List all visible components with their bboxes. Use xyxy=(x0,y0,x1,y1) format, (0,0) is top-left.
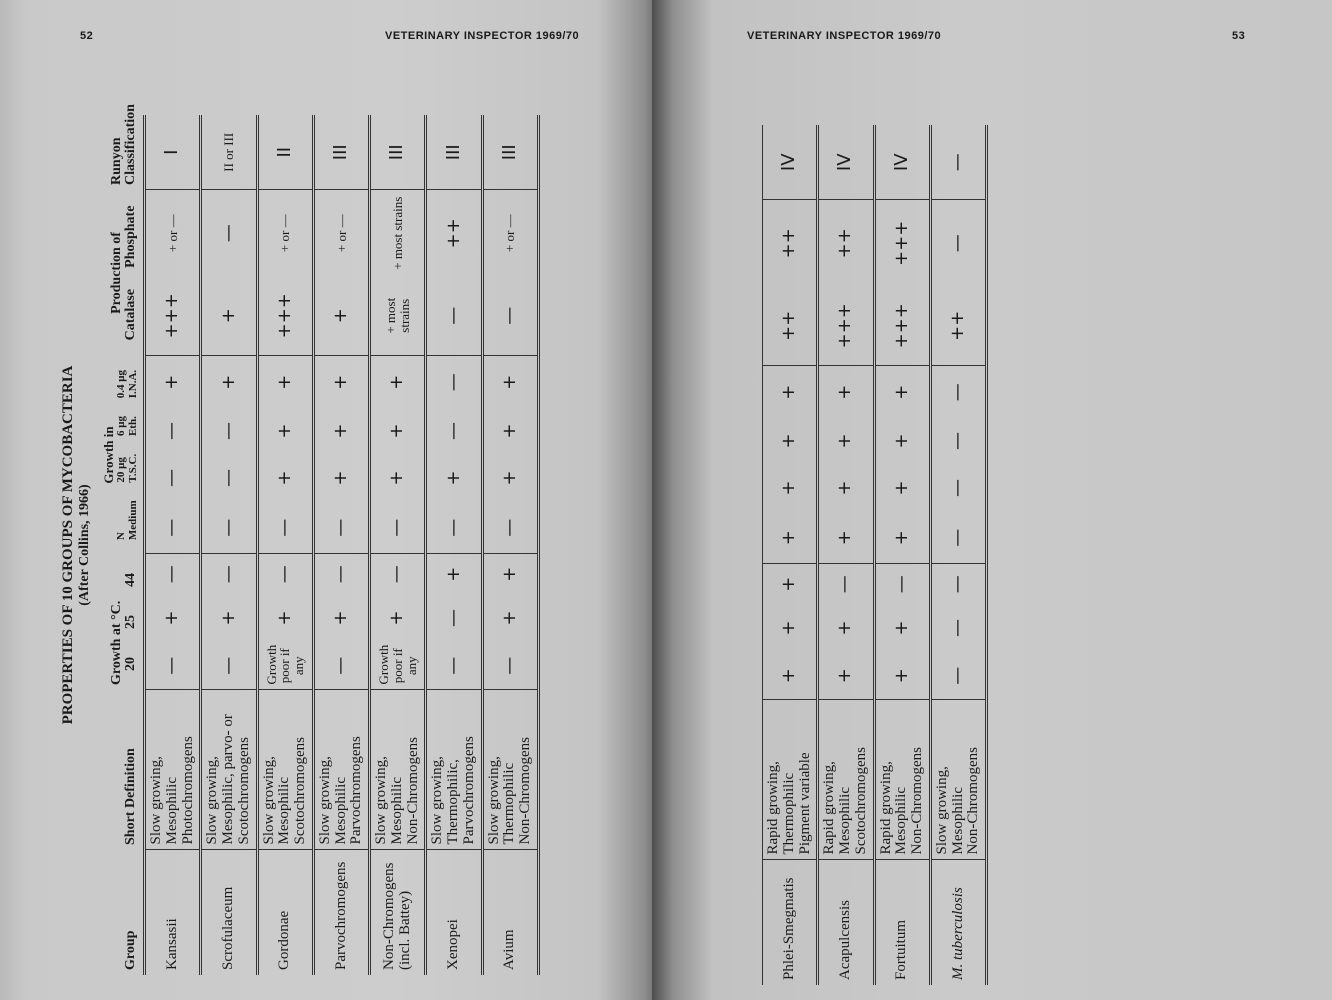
eb-cell: — xyxy=(201,408,257,454)
definition-line: Mesophilic xyxy=(163,777,180,845)
ln-cell: + xyxy=(818,366,874,418)
header-44: 44 xyxy=(123,573,139,587)
c20-cell: — xyxy=(201,642,257,690)
header-production-label: Production of xyxy=(108,232,124,314)
c25-cell: + xyxy=(482,594,538,642)
definition-line: Mesophilic xyxy=(388,777,405,845)
c44-cell: — xyxy=(930,564,986,604)
page-number-left: 52 xyxy=(80,30,94,42)
nm-cell: + xyxy=(763,512,818,564)
definition-line: Parvochromogens xyxy=(460,736,477,845)
rotated-table-right xyxy=(762,125,1332,985)
c20-cell: — xyxy=(426,642,482,690)
table-row xyxy=(874,125,930,985)
run-cell: II xyxy=(257,115,313,190)
running-head-right: VETERINARY INSPECTOR 1969/70 xyxy=(747,30,942,42)
run-cell: — xyxy=(930,125,986,200)
ln-cell: + xyxy=(370,356,426,408)
nm-cell: — xyxy=(482,502,538,554)
cat-cell: — xyxy=(426,276,482,356)
run-cell: IV xyxy=(818,125,874,200)
definition-line: Thermophilic xyxy=(501,762,518,845)
ln-cell: — xyxy=(930,366,986,418)
header-growth-at xyxy=(99,554,144,690)
table-row xyxy=(763,125,818,985)
eb-cell: + xyxy=(763,418,818,464)
header-n: N Medium xyxy=(114,500,139,541)
c44-cell: + xyxy=(482,554,538,594)
header-short-definition: Short Definition xyxy=(99,690,144,850)
ts-cell: — xyxy=(145,454,201,502)
definition-line: Scotochromogens xyxy=(292,737,309,845)
definition-line: Non-Chromogens xyxy=(517,737,534,845)
c44-cell: — xyxy=(818,564,874,604)
definition-line: Scotochromogens xyxy=(852,747,869,855)
c25-cell: + xyxy=(145,594,201,642)
table-subtitle: (After Collins, 1966) xyxy=(77,484,93,606)
header-runyon: Runyon Classification xyxy=(99,115,144,190)
ln-cell: + xyxy=(313,356,369,408)
c44-cell: — xyxy=(874,564,930,604)
definition-cell xyxy=(145,690,201,850)
c20-cell: + xyxy=(818,652,874,700)
definition-line: Photochromogens xyxy=(179,736,196,845)
nm-cell: — xyxy=(370,502,426,554)
group-cell: Fortuitum xyxy=(874,860,930,985)
nm-cell: — xyxy=(313,502,369,554)
c25-cell: + xyxy=(257,594,313,642)
definition-line: Slow growing, xyxy=(260,756,277,845)
c20-cell: — xyxy=(313,642,369,690)
c25-cell: — xyxy=(930,604,986,652)
c20-cell: — xyxy=(482,642,538,690)
definition-line: Rapid growing, xyxy=(821,761,838,855)
properties-table-continued xyxy=(762,125,988,985)
header-growth-in-label: Growth in xyxy=(101,426,117,484)
ts-cell: + xyxy=(370,454,426,502)
definition-cell xyxy=(370,690,426,850)
ph-cell: + most strains xyxy=(370,190,426,276)
cat-cell: +++ xyxy=(145,276,201,356)
ph-cell: + or — xyxy=(257,190,313,276)
group-cell: Acapulcensis xyxy=(818,860,874,985)
c25-cell: + xyxy=(874,604,930,652)
ts-cell: + xyxy=(257,454,313,502)
rotated-table-left xyxy=(60,104,680,975)
cat-cell: — xyxy=(482,276,538,356)
header-phosphate: Phosphate xyxy=(123,205,139,268)
c20-cell: Growth poor if any xyxy=(370,642,426,690)
table-row xyxy=(313,115,369,975)
run-cell: I xyxy=(145,115,201,190)
eb-cell: + xyxy=(482,408,538,454)
nm-cell: + xyxy=(874,512,930,564)
table-row xyxy=(930,125,986,985)
header-25: 25 xyxy=(123,615,139,629)
definition-line: Slow growing, xyxy=(316,756,333,845)
ts-cell: + xyxy=(874,464,930,512)
eb-cell: + xyxy=(818,418,874,464)
header-catalase: Catalase xyxy=(123,289,139,341)
group-cell: Scrofulaceum xyxy=(201,850,257,975)
cat-cell: + most strains xyxy=(370,276,426,356)
table-row xyxy=(257,115,313,975)
ts-cell: — xyxy=(930,464,986,512)
ts-cell: + xyxy=(482,454,538,502)
c25-cell: + xyxy=(313,594,369,642)
c20-cell: + xyxy=(874,652,930,700)
c25-cell: — xyxy=(426,594,482,642)
ph-cell: + or — xyxy=(313,190,369,276)
definition-cell xyxy=(426,690,482,850)
ln-cell: + xyxy=(201,356,257,408)
eb-cell: — xyxy=(145,408,201,454)
c44-cell: — xyxy=(313,554,369,594)
right-page xyxy=(652,0,1332,1000)
ph-cell: +++ xyxy=(874,200,930,286)
definition-line: Slow growing, xyxy=(429,756,446,845)
c25-cell: + xyxy=(763,604,818,652)
ts-cell: + xyxy=(818,464,874,512)
header-growth-in xyxy=(99,356,144,554)
cat-cell: ++ xyxy=(930,286,986,366)
definition-line: Thermophilic xyxy=(780,772,797,855)
page-number-right: 53 xyxy=(1232,30,1246,42)
ln-cell: + xyxy=(257,356,313,408)
table-header-row xyxy=(99,115,144,975)
ln-cell: + xyxy=(874,366,930,418)
definition-cell xyxy=(257,690,313,850)
nm-cell: — xyxy=(145,502,201,554)
definition-line: Mesophilic xyxy=(276,777,293,845)
eb-cell: — xyxy=(930,418,986,464)
c44-cell: + xyxy=(763,564,818,604)
header-growth-at-label: Growth at °C. xyxy=(108,600,124,685)
table-row xyxy=(201,115,257,975)
definition-line: Mesophilic, parvo- or xyxy=(220,714,237,845)
nm-cell: + xyxy=(818,512,874,564)
eb-cell: + xyxy=(370,408,426,454)
c44-cell: — xyxy=(370,554,426,594)
ln-cell: + xyxy=(482,356,538,408)
c44-cell: — xyxy=(201,554,257,594)
definition-line: Parvochromogens xyxy=(348,736,365,845)
ln-cell: — xyxy=(426,356,482,408)
group-cell: Parvochromogens xyxy=(313,850,369,975)
definition-line: Slow growing, xyxy=(933,766,950,855)
header-tsc: 20 μg T.S.C. xyxy=(114,453,139,483)
ph-cell: — xyxy=(930,200,986,286)
ph-cell: + or — xyxy=(482,190,538,276)
c20-cell: + xyxy=(763,652,818,700)
definition-line: Non-Chromogens xyxy=(404,737,421,845)
table-title: PROPERTIES OF 10 GROUPS OF MYCOBACTERIA xyxy=(60,365,76,725)
properties-table xyxy=(99,104,539,975)
header-ina: 0.4 μg I.N.A. xyxy=(114,369,139,399)
group-cell: Gordonae xyxy=(257,850,313,975)
cat-cell: +++ xyxy=(874,286,930,366)
ts-cell: + xyxy=(426,454,482,502)
group-cell: M. tuberculosis xyxy=(930,860,986,985)
run-cell: III xyxy=(482,115,538,190)
cat-cell: +++ xyxy=(257,276,313,356)
c25-cell: + xyxy=(370,594,426,642)
eb-cell: + xyxy=(874,418,930,464)
ts-cell: — xyxy=(201,454,257,502)
definition-line: Slow growing, xyxy=(373,756,390,845)
cat-cell: ++ xyxy=(763,286,818,366)
header-group: Group xyxy=(99,850,144,975)
table-row xyxy=(370,115,426,975)
definition-line: Mesophilic xyxy=(332,777,349,845)
ts-cell: + xyxy=(313,454,369,502)
header-production xyxy=(99,190,144,356)
nm-cell: — xyxy=(930,512,986,564)
left-page xyxy=(0,0,664,1000)
run-cell: III xyxy=(313,115,369,190)
definition-line: Rapid growing, xyxy=(877,761,894,855)
ts-cell: + xyxy=(763,464,818,512)
definition-line: Slow growing, xyxy=(204,756,221,845)
ph-cell: ++ xyxy=(818,200,874,286)
definition-line: Slow growing, xyxy=(485,756,502,845)
definition-line: Mesophilic xyxy=(949,787,966,855)
definition-line: Mesophilic xyxy=(893,787,910,855)
cat-cell: + xyxy=(313,276,369,356)
c25-cell: + xyxy=(818,604,874,652)
cat-cell: + xyxy=(201,276,257,356)
c20-cell: — xyxy=(930,652,986,700)
run-cell: III xyxy=(370,115,426,190)
ph-cell: — xyxy=(201,190,257,276)
run-cell: II or III xyxy=(201,115,257,190)
group-cell: Kansasii xyxy=(145,850,201,975)
run-cell: IV xyxy=(763,125,818,200)
ln-cell: + xyxy=(763,366,818,418)
nm-cell: — xyxy=(257,502,313,554)
run-cell: IV xyxy=(874,125,930,200)
group-cell: Xenopei xyxy=(426,850,482,975)
table-row xyxy=(426,115,482,975)
run-cell: III xyxy=(426,115,482,190)
table-row xyxy=(818,125,874,985)
c44-cell: — xyxy=(257,554,313,594)
c44-cell: — xyxy=(145,554,201,594)
cat-cell: +++ xyxy=(818,286,874,366)
definition-line: Scotochromogens xyxy=(235,737,252,845)
definition-line: Slow growing, xyxy=(148,756,165,845)
header-20: 20 xyxy=(123,657,139,671)
definition-cell xyxy=(818,700,874,860)
c25-cell: + xyxy=(201,594,257,642)
table-row xyxy=(145,115,201,975)
ph-cell: ++ xyxy=(763,200,818,286)
header-eth: 6 μg Eth. xyxy=(114,416,139,437)
definition-line: Non-Chromogens xyxy=(965,747,982,855)
eb-cell: + xyxy=(257,408,313,454)
definition-cell xyxy=(874,700,930,860)
group-cell: Avium xyxy=(482,850,538,975)
running-head-left: VETERINARY INSPECTOR 1969/70 xyxy=(385,30,580,42)
definition-cell xyxy=(201,690,257,850)
definition-cell xyxy=(313,690,369,850)
ph-cell: + or — xyxy=(145,190,201,276)
eb-cell: + xyxy=(313,408,369,454)
nm-cell: — xyxy=(426,502,482,554)
definition-line: Non-Chromogens xyxy=(909,747,925,855)
group-cell: Phlei-Smegmatis xyxy=(763,860,818,985)
table-row xyxy=(482,115,538,975)
definition-line: Pigment variable xyxy=(796,752,813,855)
ln-cell: + xyxy=(145,356,201,408)
eb-cell: — xyxy=(426,408,482,454)
ph-cell: ++ xyxy=(426,190,482,276)
c44-cell: + xyxy=(426,554,482,594)
definition-line: Mesophilic xyxy=(837,787,853,855)
definition-cell xyxy=(763,700,818,860)
definition-cell xyxy=(482,690,538,850)
definition-line: Thermophilic, xyxy=(445,759,462,845)
definition-cell xyxy=(930,700,986,860)
c20-cell: — xyxy=(145,642,201,690)
c20-cell: Growth poor if any xyxy=(257,642,313,690)
nm-cell: — xyxy=(201,502,257,554)
definition-line: Rapid growing, xyxy=(765,761,781,855)
group-cell: Non-Chromogens (incl. Battey) xyxy=(370,850,426,975)
